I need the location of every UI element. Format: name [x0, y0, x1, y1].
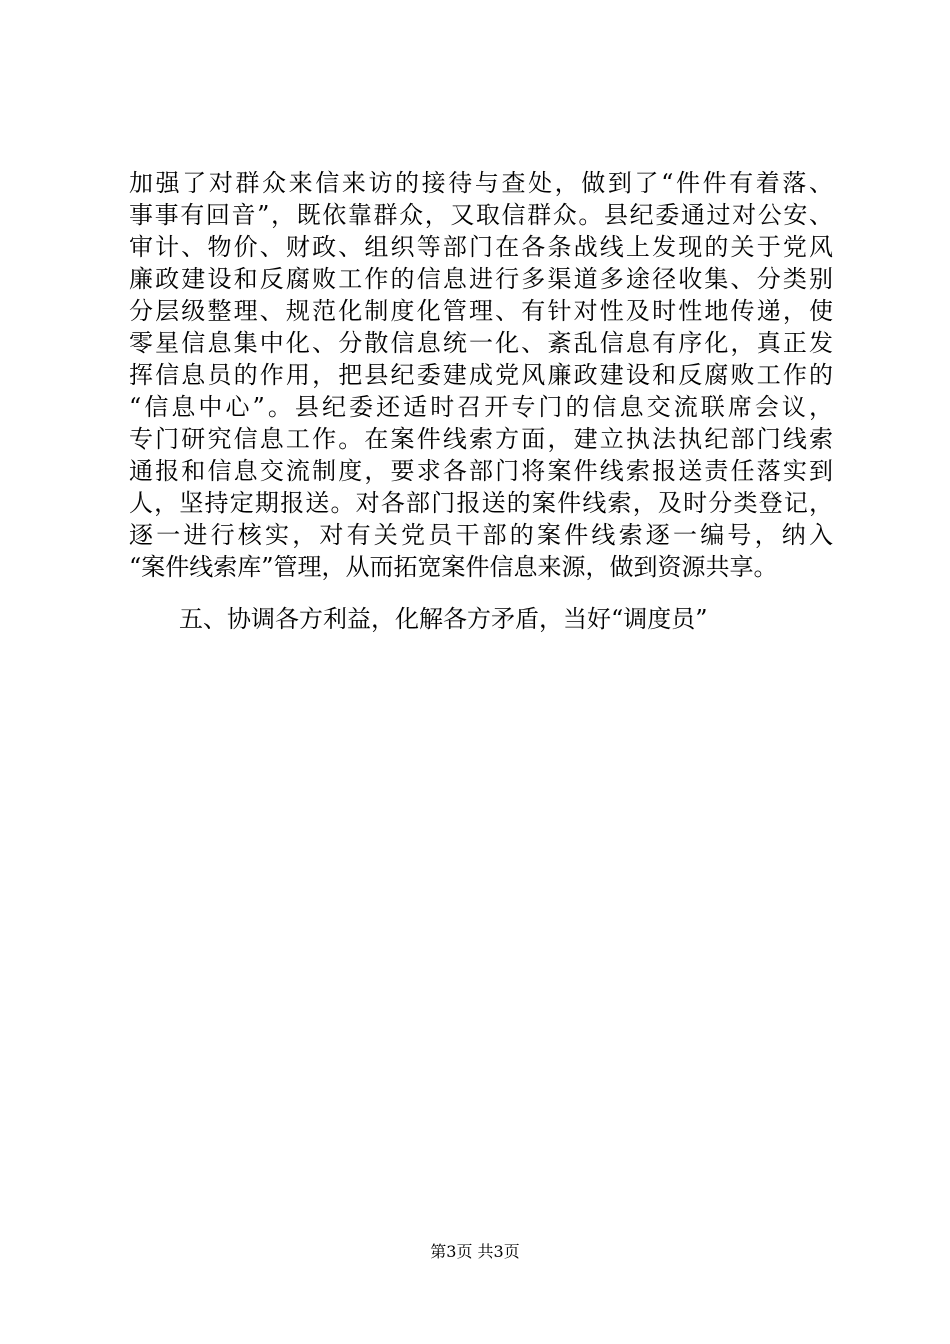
- paragraph-line: 零星信息集中化、分散信息统一化、紊乱信息有序化，真正发: [129, 329, 833, 357]
- paragraph-line: 分层级整理、规范化制度化管理、有针对性及时性地传递，使: [129, 297, 833, 325]
- paragraph-line: 挥信息员的作用，把县纪委建成党风廉政建设和反腐败工作的: [129, 361, 833, 389]
- paragraph-line: 审计、物价、财政、组织等部门在各条战线上发现的关于党风: [129, 233, 833, 261]
- paragraph-line: 专门研究信息工作。在案件线索方面，建立执法执纪部门线索: [129, 425, 833, 453]
- paragraph-line: 通报和信息交流制度，要求各部门将案件线索报送责任落实到: [129, 457, 833, 485]
- paragraph-line: 逐一进行核实，对有关党员干部的案件线索逐一编号，纳入: [129, 521, 833, 549]
- paragraph-line: 廉政建设和反腐败工作的信息进行多渠道多途径收集、分类别: [129, 265, 833, 293]
- page-footer: 第3页 共3页: [430, 1242, 520, 1261]
- paragraph-line: 加强了对群众来信来访的接待与查处，做到了“件件有着落、: [129, 169, 833, 197]
- paragraph-line: “信息中心”。县纪委还适时召开专门的信息交流联席会议，: [129, 393, 833, 421]
- paragraph-line: 事事有回音”，既依靠群众，又取信群众。县纪委通过对公安、: [129, 201, 833, 229]
- section-heading: 五、协调各方利益，化解各方矛盾，当好“调度员”: [179, 605, 708, 633]
- paragraph-line: 人，坚持定期报送。对各部门报送的案件线索，及时分类登记，: [129, 489, 833, 517]
- paragraph-line: “案件线索库”管理，从而拓宽案件信息来源，做到资源共享。: [129, 553, 778, 581]
- body-paragraph: [129, 167, 833, 583]
